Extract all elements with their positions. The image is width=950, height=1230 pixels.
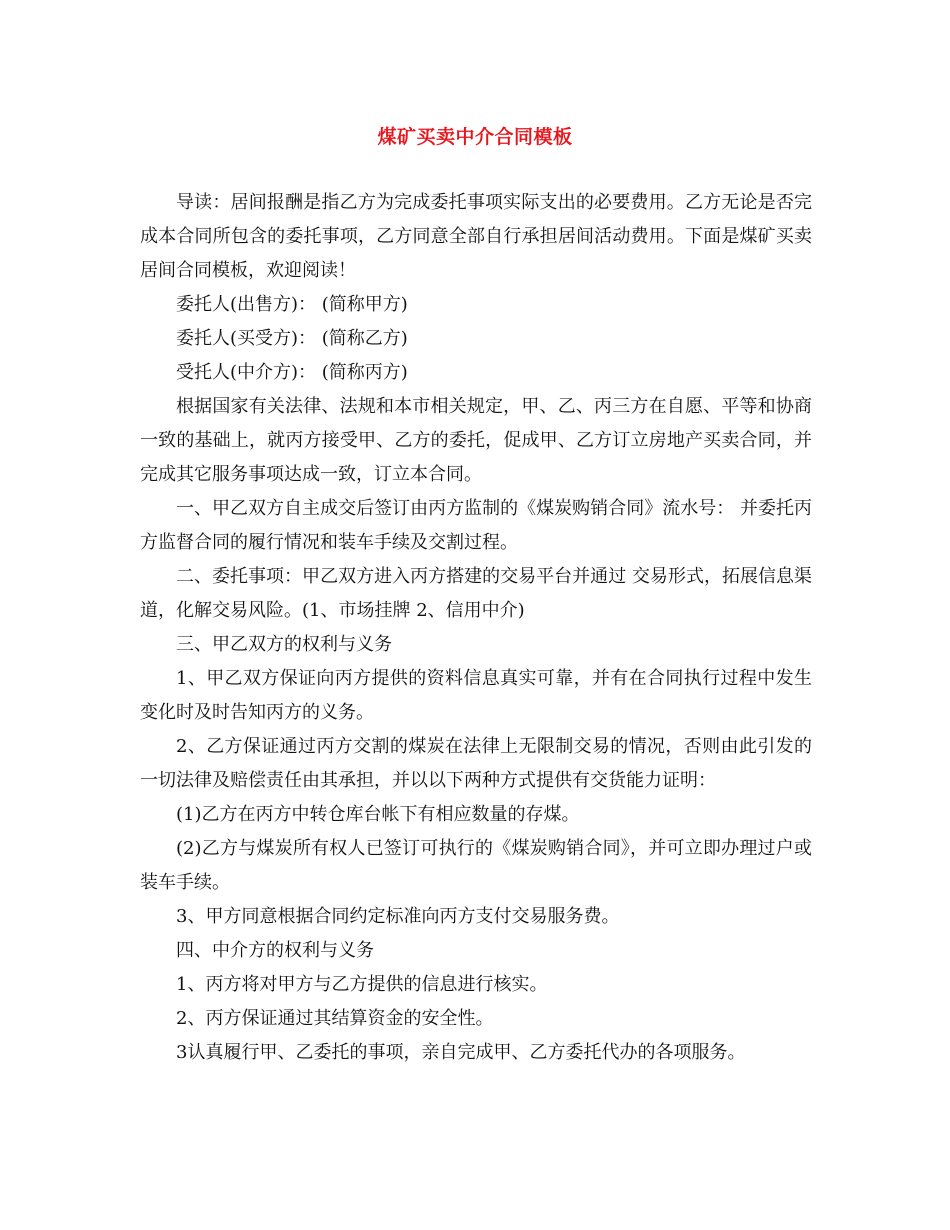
paragraph-clause-2: 二、委托事项：甲乙双方进入丙方搭建的交易平台并通过 交易形式，拓展信息渠道，化解交易风险。(1、市场挂牌 2、信用中介) <box>140 566 812 621</box>
paragraph-section-4-item-2: 2、丙方保证通过其结算资金的安全性。 <box>176 1008 494 1029</box>
document-body <box>140 186 812 1070</box>
paragraph-section-3-item-2-sub-1: (1)乙方在丙方中转仓库台帐下有相应数量的存煤。 <box>176 804 580 825</box>
paragraph-section-3-item-1: 1、甲乙双方保证向丙方提供的资料信息真实可靠，并有在合同执行过程中发生变化时及时告知丙方的义务。 <box>140 668 812 723</box>
document-title: 煤矿买卖中介合同模板 <box>377 126 573 148</box>
paragraph-section-4: 四、中介方的权利与义务 <box>176 940 374 961</box>
paragraph-buyer: 委托人(买受方)： (简称乙方) <box>176 328 408 349</box>
paragraph-agent: 受托人(中介方)： (简称丙方) <box>176 362 408 383</box>
paragraph-section-3-item-3: 3、甲方同意根据合同约定标准向丙方支付交易服务费。 <box>176 906 620 927</box>
paragraph-intro: 导读：居间报酬是指乙方为完成委托事项实际支出的必要费用。乙方无论是否完成本合同所包含的委托事项，乙方同意全部自行承担居间活动费用。下面是煤矿买卖居间合同模板，欢迎阅读！ <box>140 192 812 281</box>
paragraph-seller: 委托人(出售方)： (简称甲方) <box>176 294 408 315</box>
paragraph-section-4-item-3: 3认真履行甲、乙委托的事项，亲自完成甲、乙方委托代办的各项服务。 <box>176 1042 746 1063</box>
paragraph-section-3-item-2-sub-2: (2)乙方与煤炭所有权人已签订可执行的《煤炭购销合同》，并可立即办理过户或装车手续。 <box>140 838 812 893</box>
paragraph-section-3-item-2: 2、乙方保证通过丙方交割的煤炭在法律上无限制交易的情况，否则由此引发的一切法律及赔偿责任由其承担，并以以下两种方式提供有交货能力证明： <box>140 736 812 791</box>
paragraph-section-3: 三、甲乙双方的权利与义务 <box>176 634 392 655</box>
paragraph-clause-1: 一、甲乙双方自主成交后签订由丙方监制的《煤炭购销合同》流水号： 并委托丙方监督合同的履行情况和装车手续及交割过程。 <box>140 498 812 553</box>
paragraph-section-4-item-1: 1、丙方将对甲方与乙方提供的信息进行核实。 <box>176 974 548 995</box>
paragraph-preamble: 根据国家有关法律、法规和本市相关规定，甲、乙、丙三方在自愿、平等和协商一致的基础上，就丙方接受甲、乙方的委托，促成甲、乙方订立房地产买卖合同，并完成其它服务事项达成一致，订立本合同。 <box>140 396 812 485</box>
